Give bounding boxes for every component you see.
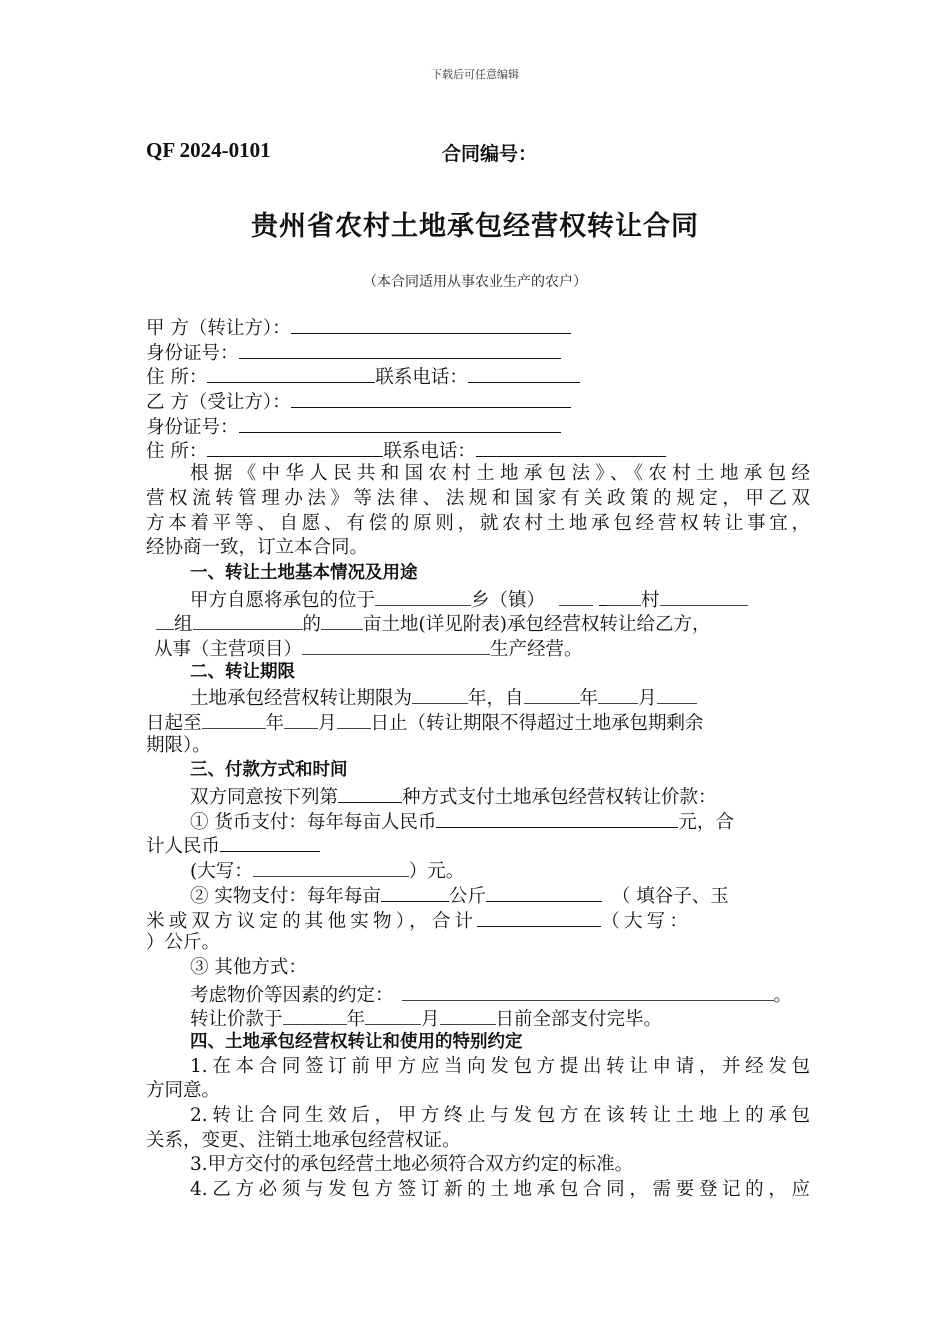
s1-group-blank2[interactable]: [193, 610, 303, 630]
section3-line1: [146, 783, 810, 808]
s1-project-label: 从事（主营项目）: [154, 638, 303, 660]
preamble-line: 根据《中华人民共和国农村土地承包法》、《农村土地承包经: [190, 463, 810, 485]
s1-area-label: 亩土地(详见附表)承包经营权转让给乙方，: [363, 614, 711, 636]
s2-years-blank[interactable]: [412, 684, 468, 704]
s3-words-label: (大写：: [190, 861, 253, 883]
party-b-id-label: 身份证号：: [146, 416, 239, 438]
page-title: 贵州省农村土地承包经营权转让合同: [251, 211, 699, 242]
s2-end-month-blank[interactable]: [284, 709, 318, 729]
s1-village-blank2[interactable]: [660, 586, 748, 606]
s3-pay-day-label: 日前全部支付完毕。: [495, 1009, 663, 1031]
s2-end-year-blank[interactable]: [202, 709, 266, 729]
s3-total-blank[interactable]: [220, 832, 320, 852]
section3-cash-line: [146, 808, 810, 833]
section3-pay-line: [146, 1005, 810, 1030]
party-a-name-blank[interactable]: [291, 314, 571, 334]
section3-factor-line: [146, 981, 810, 1006]
s3-kind-unit: 公斤: [448, 885, 486, 907]
section4-line: 关系，变更、注销土地承包经营权证。: [146, 1129, 461, 1151]
s3-cash-blank[interactable]: [436, 808, 678, 828]
party-b-address-label: 住 所：: [146, 441, 208, 463]
party-b-label: 乙 方（受让方）：: [146, 392, 291, 414]
s3-cash-unit: 元，合: [678, 811, 734, 833]
section2-line2: [146, 709, 810, 734]
s3-kind-note2: 米或双方议定的其他实物），合计: [146, 910, 478, 932]
section3-kind-line3: ）公斤。: [146, 932, 221, 954]
s3-kind-amount-blank[interactable]: [381, 882, 449, 902]
s3-kind-total-blank[interactable]: [477, 907, 601, 927]
s3-kind-words: （大写：: [601, 910, 693, 932]
section1-line3: [146, 635, 810, 660]
s3-pay-day-blank[interactable]: [440, 1005, 496, 1025]
s2-start-year-blank[interactable]: [524, 684, 580, 704]
s1-location-blank[interactable]: [375, 586, 471, 606]
s2-from-label: ，自: [486, 688, 524, 710]
s3-text: 双方同意按下列第: [190, 787, 339, 809]
s2-end-label: 日止（转让期限不得超过土地承包期剩余: [370, 713, 704, 734]
section3-kind-line: [146, 882, 810, 907]
section4-line: 2.转让合同生效后，甲方终止与发包方在该转让土地上的承包: [190, 1105, 810, 1126]
contract-body: [146, 314, 810, 1203]
s1-group-label: 组: [174, 614, 193, 636]
s3-pay-year-label: 年: [346, 1009, 366, 1031]
section-heading: 三、付款方式和时间: [190, 760, 348, 781]
document-code: QF 2024-0101: [146, 138, 271, 162]
section2-line1: [146, 684, 810, 709]
section1-line1: [146, 586, 810, 611]
party-b-line: [146, 388, 810, 413]
section4-line: 1.在本合同签订前甲方应当向发包方提出转让申请，并经发包: [190, 1055, 810, 1077]
s2-start-day-blank[interactable]: [657, 684, 697, 704]
party-a-id-blank[interactable]: [239, 339, 561, 359]
party-b-address-line: [146, 437, 810, 462]
preamble-line: 营权流转管理办法》等法律、法规和国家有关政策的规定，甲乙双: [146, 487, 810, 509]
s3-kind-item-blank[interactable]: [486, 882, 602, 902]
s1-village-blank[interactable]: [607, 586, 641, 606]
s1-town-blank[interactable]: [559, 586, 593, 606]
s1-village-label: 村: [641, 589, 660, 611]
s3-total-label: 计人民币: [146, 836, 221, 858]
s1-area-blank[interactable]: [321, 610, 363, 630]
party-b-address-blank[interactable]: [207, 437, 383, 457]
party-b-phone-blank[interactable]: [476, 437, 666, 457]
s3-factor-end: 。: [773, 984, 793, 1006]
page-subtitle: （本合同适用从事农业生产的农户）: [363, 274, 587, 290]
party-a-id-line: [146, 339, 810, 364]
contract-number-label: 合同编号：: [442, 143, 538, 165]
s1-text: 甲方自愿将承包的位于: [190, 589, 376, 611]
s3-kind-note: （ 填谷子、玉: [611, 885, 729, 907]
s3-cash-label: ① 货币支付：每年每亩人民币: [190, 811, 437, 833]
s2-start-label: 日起至: [146, 713, 202, 734]
s2-end-day-blank[interactable]: [337, 709, 371, 729]
s1-group-blank[interactable]: [156, 610, 174, 630]
s1-of-label: 的: [302, 614, 322, 636]
preamble-line: 方本着平等、自愿、有偿的原则，就农村土地承包经营权转让事宜，: [146, 512, 810, 534]
party-a-address-blank[interactable]: [207, 363, 375, 383]
section3-cash-words-line: [146, 857, 810, 882]
header-note: 下载后可任意编辑: [431, 68, 519, 81]
party-b-phone-label: 联系电话：: [383, 441, 476, 463]
section2-line3: 期限）。: [146, 734, 211, 756]
section-heading: 一、转让土地基本情况及用途: [190, 562, 418, 583]
section4-line: 4.乙方必须与发包方签订新的土地承包合同，需要登记的，应: [190, 1179, 810, 1201]
s2-year-label: 年: [579, 688, 599, 710]
s3-words-blank[interactable]: [253, 857, 409, 877]
s2-month-label: 月: [638, 688, 657, 710]
s2-start-month-blank[interactable]: [598, 684, 638, 704]
section1-line2: [146, 610, 810, 635]
s2-year-label: 年: [265, 713, 285, 734]
party-b-id-blank[interactable]: [239, 413, 561, 433]
section3-cash-total-line: [146, 832, 810, 857]
s3-method-blank[interactable]: [338, 783, 402, 803]
preamble-line: 经协商一致，订立本合同。: [146, 537, 369, 559]
party-a-label: 甲 方（转让方）：: [146, 318, 291, 339]
s1-business-label: 生产经营。: [490, 638, 583, 660]
s3-pay-year-blank[interactable]: [283, 1005, 347, 1025]
section3-kind-line2: [146, 907, 810, 932]
s3-pay-month-label: 月: [421, 1009, 440, 1031]
s1-town-label: 乡（镇）: [471, 589, 546, 611]
s1-project-blank[interactable]: [302, 635, 490, 655]
s1-mark: [599, 586, 607, 606]
party-b-name-blank[interactable]: [291, 388, 571, 408]
s2-year-label: 年: [468, 688, 487, 710]
s3-kind-label: ② 实物支付：每年每亩: [190, 885, 381, 907]
s3-pay-month-blank[interactable]: [365, 1005, 421, 1025]
party-a-line: [146, 314, 810, 339]
section-heading: 四、土地承包经营权转让和使用的特别约定: [190, 1031, 523, 1052]
s3-factor-label: 考虑物价等因素的约定：: [190, 984, 394, 1006]
section4-line: 3.甲方交付的承包经营土地必须符合双方约定的标准。: [190, 1154, 634, 1176]
s2-month-label: 月: [318, 713, 337, 734]
party-b-id-line: [146, 413, 810, 438]
section3-other-line: ③ 其他方式：: [190, 956, 307, 978]
s2-text: 土地承包经营权转让期限为: [190, 688, 413, 710]
party-a-address-line: [146, 363, 810, 388]
s3-factor-blank[interactable]: [402, 981, 774, 1001]
s3-text2: 种方式支付土地承包经营权转让价款：: [402, 787, 717, 809]
party-a-id-label: 身份证号：: [146, 342, 239, 364]
s3-words-end: ）元。: [408, 861, 465, 883]
party-a-phone-blank[interactable]: [468, 363, 580, 383]
s3-pay-label: 转让价款于: [190, 1009, 283, 1031]
section4-line: 方同意。: [146, 1080, 221, 1102]
party-a-phone-label: 联系电话：: [375, 367, 468, 389]
section-heading: 二、转让期限: [190, 661, 295, 682]
party-a-address-label: 住 所：: [146, 367, 208, 389]
